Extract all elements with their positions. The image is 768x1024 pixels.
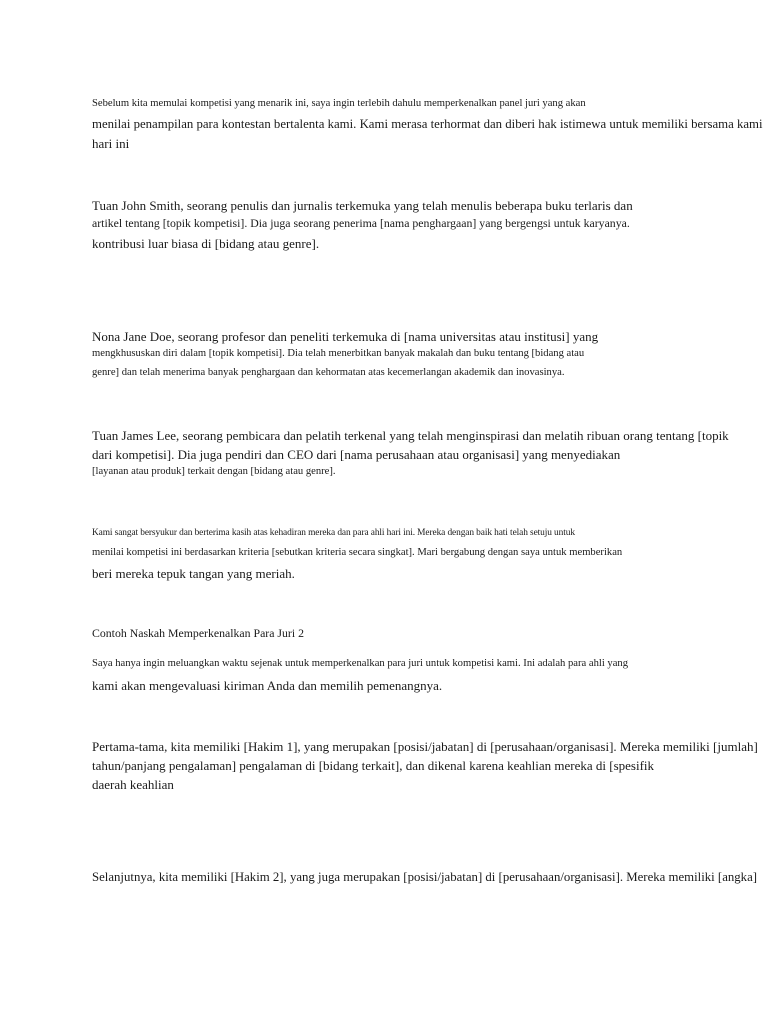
text-line: hari ini (92, 136, 130, 151)
text-line: artikel tentang [topik kompetisi]. Dia juga seorang penerima [nama penghargaan] yang bergengsi untuk karyanya. (92, 216, 630, 230)
text-line: tahun/panjang pengalaman] pengalaman di [bidang terkait], dan dikenal karena keahlian mereka di [spesifik (92, 758, 655, 773)
text-line: [layanan atau produk] terkait dengan [bidang atau genre]. (92, 466, 336, 477)
text-line: Kami sangat bersyukur dan berterima kasih atas kehadiran mereka dan para ahli hari ini. Mereka dengan baik hati telah setuju untuk (92, 528, 575, 538)
text-line: daerah keahlian (92, 777, 174, 792)
text-line: mengkhususkan diri dalam [topik kompetisi]. Dia telah menerbitkan banyak makalah dan buku tentang [bidang atau (92, 348, 585, 359)
text-line: Tuan James Lee, seorang pembicara dan pelatih terkenal yang telah menginspirasi dan melatih ribuan orang tentang [topik (92, 428, 729, 443)
text-line: Selanjutnya, kita memiliki [Hakim 2], yang juga merupakan [posisi/jabatan] di [perusahaan/organisasi]. Mereka memiliki [angka] (92, 870, 758, 884)
text-line: Sebelum kita memulai kompetisi yang menarik ini, saya ingin terlebih dahulu memperkenalkan panel juri yang akan (92, 98, 586, 109)
text-line: kami akan mengevaluasi kiriman Anda dan memilih pemenangnya. (92, 678, 443, 693)
text-line: Nona Jane Doe, seorang profesor dan peneliti terkemuka di [nama universitas atau institusi] yang (92, 329, 599, 344)
text-line: menilai kompetisi ini berdasarkan kriteria [sebutkan kriteria secara singkat]. Mari bergabung dengan saya untuk memberikan (92, 547, 623, 558)
text-line: Pertama-tama, kita memiliki [Hakim 1], yang merupakan [posisi/jabatan] di [perusahaan/organisasi]. Mereka memiliki [jumlah] (92, 739, 758, 754)
text-line: dari kompetisi]. Dia juga pendiri dan CEO dari [nama perusahaan atau organisasi] yang menyediakan (92, 447, 621, 462)
text-line: beri mereka tepuk tangan yang meriah. (92, 566, 295, 581)
text-line: kontribusi luar biasa di [bidang atau genre]. (92, 236, 320, 251)
text-line: Saya hanya ingin meluangkan waktu sejenak untuk memperkenalkan para juri untuk kompetisi kami. Ini adalah para ahli yang (92, 658, 628, 669)
text-line: genre] dan telah menerima banyak penghargaan dan kehormatan atas kecemerlangan akademik dan inovasinya. (92, 367, 565, 378)
text-line: menilai penampilan para kontestan bertalenta kami. Kami merasa terhormat dan diberi hak istimewa untuk memiliki bersama kami (92, 117, 763, 131)
text-line: Tuan John Smith, seorang penulis dan jurnalis terkemuka yang telah menulis beberapa buku terlaris dan (92, 198, 633, 213)
page-title: Contoh Naskah Memperkenalkan Para Juri 2 (92, 626, 304, 640)
